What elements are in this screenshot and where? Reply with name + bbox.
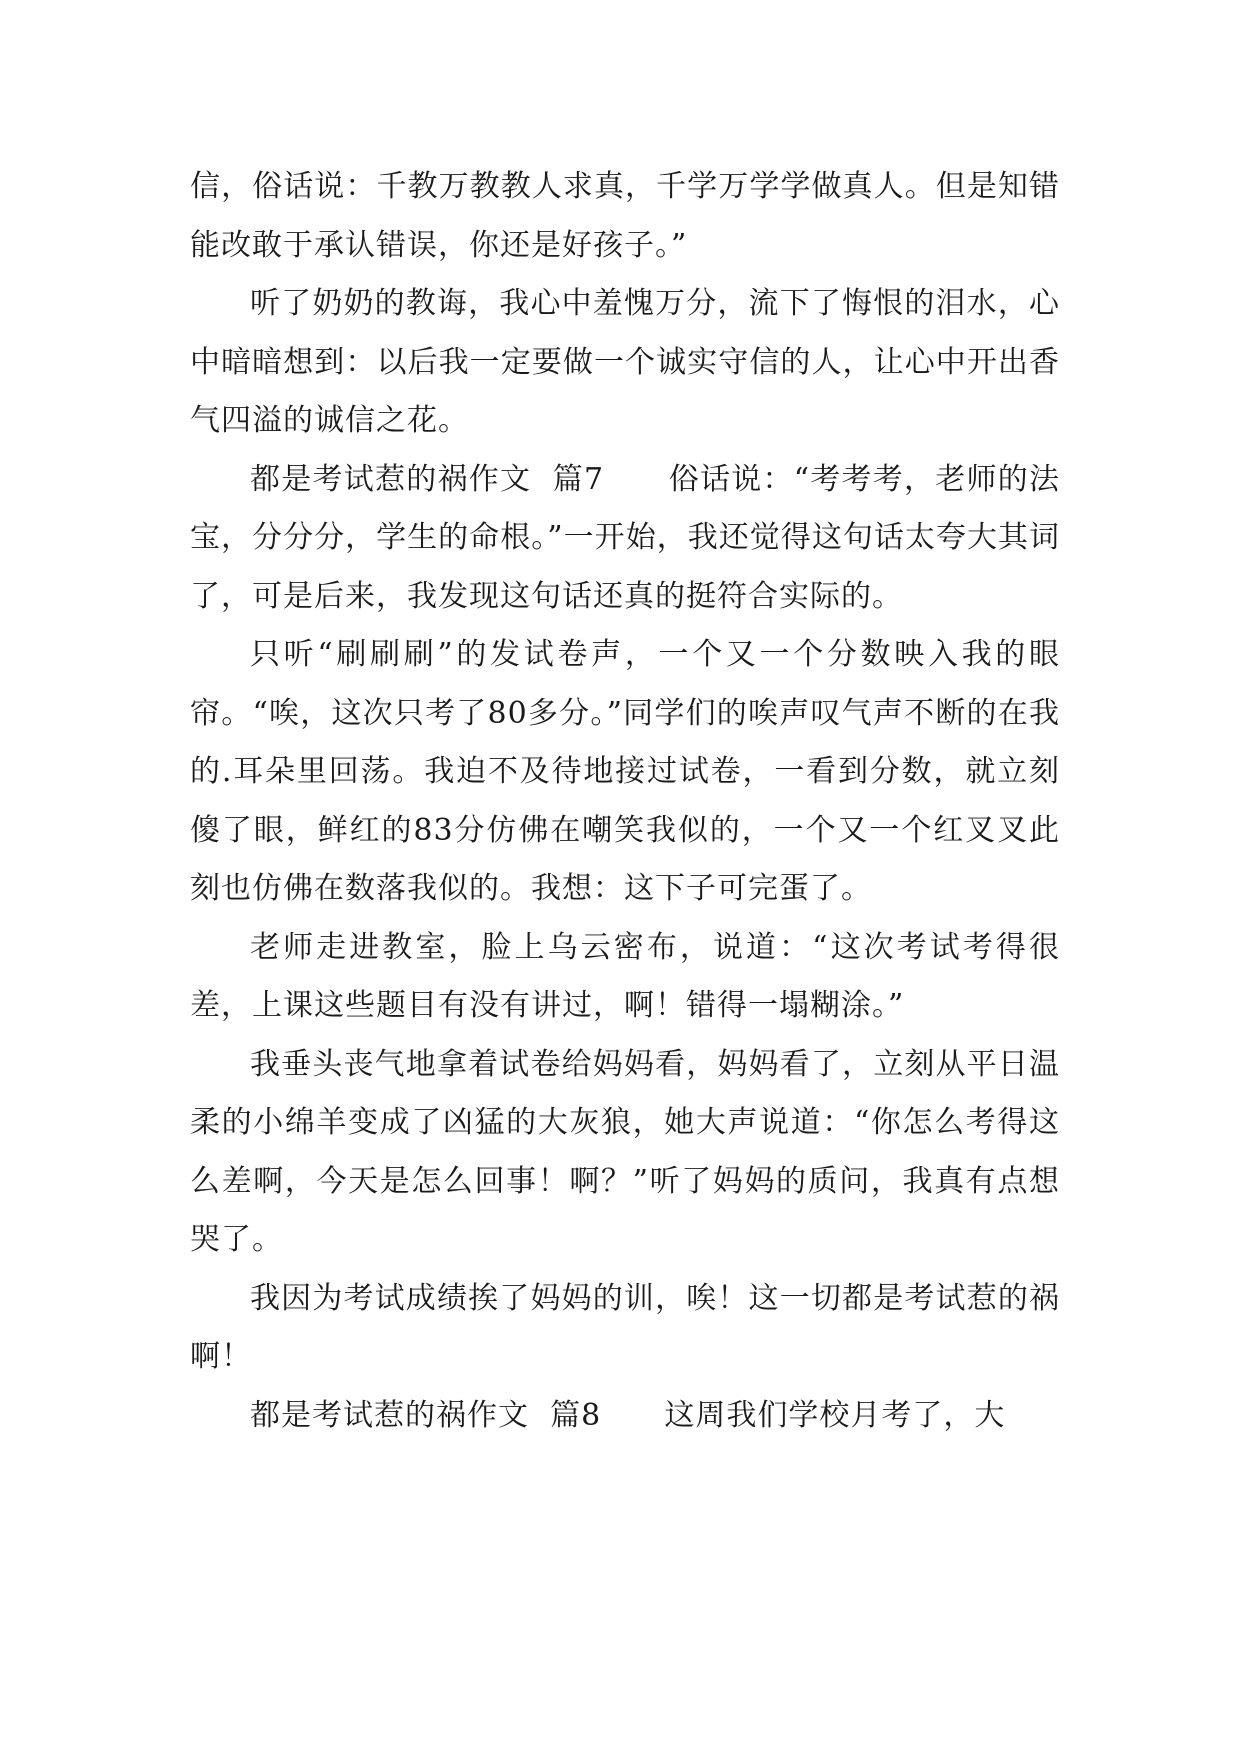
paragraph-5: 老师走进教室，脸上乌云密布，说道：“这次考试考得很差，上课这些题目有没有讲过，啊！错得一塌糊涂。” (190, 929, 1060, 1023)
paragraph-3: 都是考试惹的祸作文 篇7 俗话说：“考考考，老师的法宝，分分分，学生的命根。”一开始，我还觉得这句话太夸大其词了，可是后来，我发现这句话还真的挺符合实际的。 (190, 461, 1060, 614)
paragraph-4: 只听“刷刷刷”的发试卷声，一个又一个分数映入我的眼帘。“唉，这次只考了80多分。”同学们的唉声叹气声不断的在我的.耳朵里回荡。我迫不及待地接过试卷，一看到分数，就立刻傻了眼，鲜红的83分仿佛在嘲笑我似的，一个又一个红叉叉此刻也仿佛在数落我似的。我想：这下子可完蛋了。 (190, 637, 1060, 906)
document-page (190, 158, 1060, 1445)
paragraph-1: 信，俗话说：千教万教教人求真，千学万学学做真人。但是知错能改敢于承认错误，你还是好孩子。” (190, 169, 1060, 263)
paragraph-2: 听了奶奶的教诲，我心中羞愧万分，流下了悔恨的泪水，心中暗暗想到：以后我一定要做一个诚实守信的人，让心中开出香气四溢的诚信之花。 (190, 286, 1060, 438)
paragraph-6: 我垂头丧气地拿着试卷给妈妈看，妈妈看了，立刻从平日温柔的小绵羊变成了凶猛的大灰狼，她大声说道：“你怎么考得这么差啊，今天是怎么回事！啊？”听了妈妈的质问，我真有点想哭了。 (190, 1046, 1060, 1257)
paragraph-8: 都是考试惹的祸作文 篇8 这周我们学校月考了，大 (250, 1397, 1006, 1433)
paragraph-7: 我因为考试成绩挨了妈妈的训，唉！这一切都是考试惹的祸啊！ (190, 1280, 1060, 1374)
